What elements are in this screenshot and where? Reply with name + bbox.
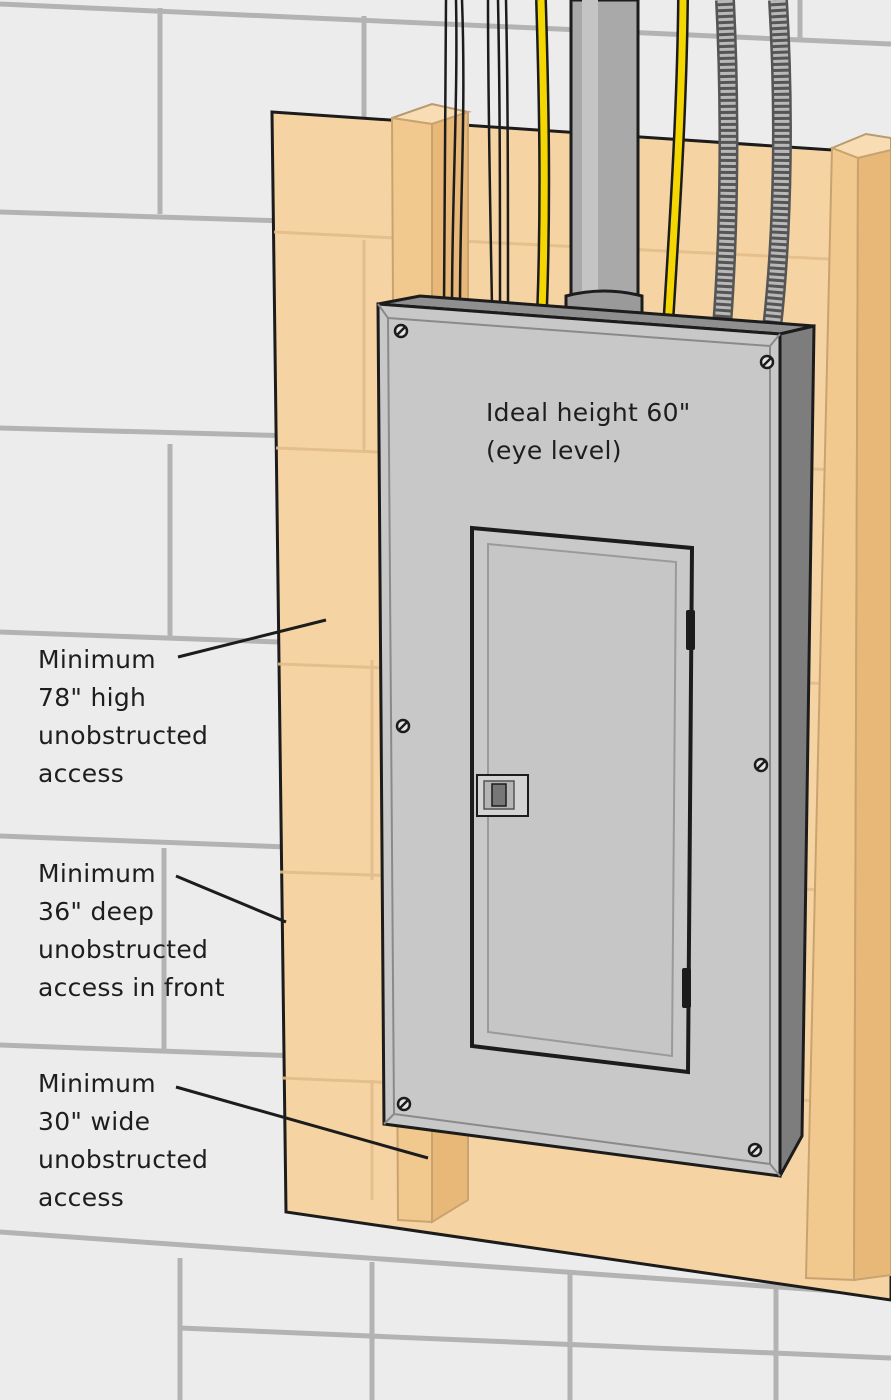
min-deep-line-4: access in front (38, 973, 225, 1002)
min-deep-line-2: 36" deep (38, 897, 155, 926)
min-high-line-2: 78" high (38, 683, 147, 712)
hinge-icon (682, 968, 691, 1008)
min-wide-line-1: Minimum (38, 1069, 156, 1098)
min-high-line-3: unobstructed (38, 721, 209, 750)
min-high-label (38, 641, 208, 793)
screw-icon (397, 720, 409, 732)
screw-icon (761, 356, 773, 368)
min-wide-line-3: unobstructed (38, 1145, 209, 1174)
min-wide-line-2: 30" wide (38, 1107, 151, 1136)
screw-icon (395, 325, 407, 337)
door-latch-icon (477, 775, 528, 816)
min-wide-line-4: access (38, 1183, 125, 1212)
screw-icon (398, 1098, 410, 1110)
ideal-height-line-1: Ideal height 60" (486, 398, 691, 427)
panel-door (472, 528, 695, 1072)
min-deep-line-1: Minimum (38, 859, 156, 888)
hinge-icon (686, 610, 695, 650)
ideal-height-line-2: (eye level) (486, 436, 622, 465)
min-deep-label (38, 855, 225, 1007)
min-high-line-4: access (38, 759, 125, 788)
screw-icon (755, 759, 767, 771)
conduit (566, 0, 642, 326)
min-deep-line-3: unobstructed (38, 935, 209, 964)
min-wide-label (38, 1065, 208, 1217)
ideal-height-label (486, 394, 691, 470)
min-high-line-1: Minimum (38, 645, 156, 674)
screw-icon (749, 1144, 761, 1156)
